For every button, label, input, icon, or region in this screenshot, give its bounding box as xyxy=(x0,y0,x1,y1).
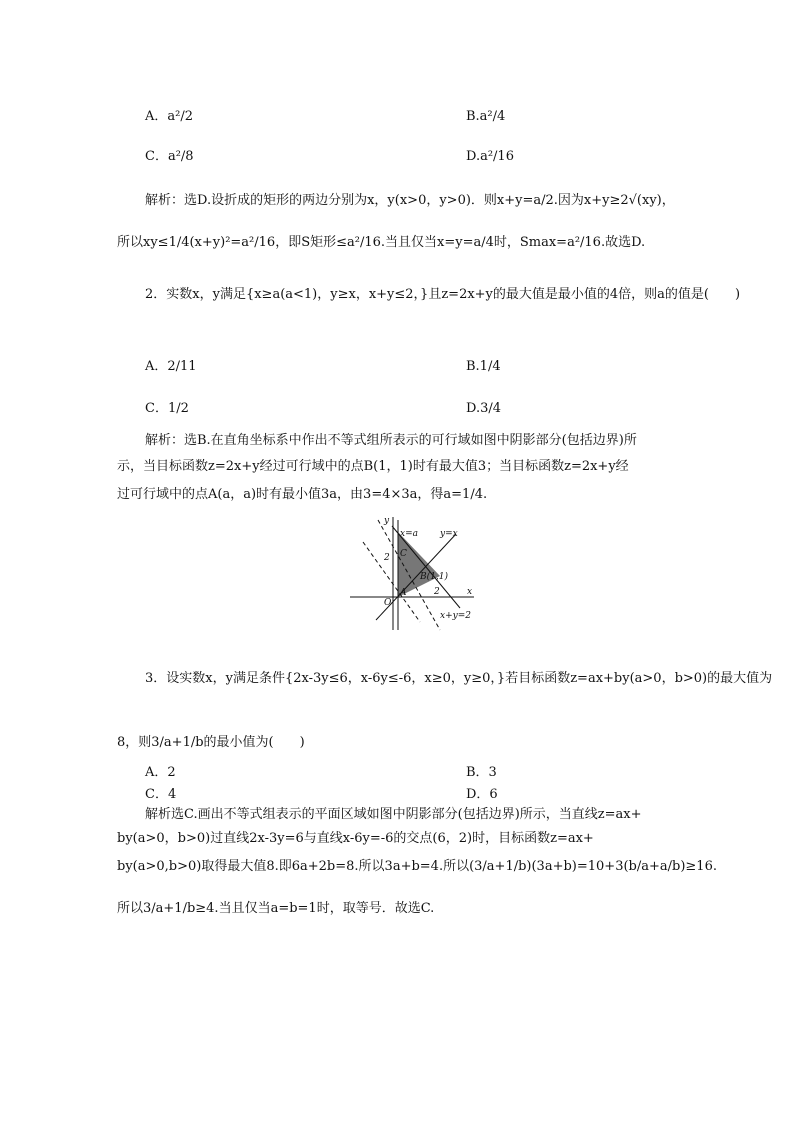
q3-solution-line-3: by(a>0,b>0)取得最大值8.即6a+2b=8.所以3a+b=4.所以(3/a+1/b)(3a+b)=10+3(b/a+a/b)≥16. xyxy=(117,859,717,874)
q3-solution-line-4: 所以3/a+1/b≥4.当且仅当a=b=1时，取等号．故选C. xyxy=(117,901,435,916)
q1-solution-line-2: 所以xy≤1/4(x+y)²=a²/16，即S矩形≤a²/16.当且仅当x=y=a/4时，Smax=a²/16.故选D. xyxy=(117,235,646,250)
q1-option-d: D.a²/16 xyxy=(466,149,514,164)
label-o: O xyxy=(384,598,392,608)
q2-solution-line-3: 过可行域中的点A(a，a)时有最小值3a，由3=4×3a，得a=1/4. xyxy=(117,487,488,502)
q2-option-b: B.1/4 xyxy=(466,359,501,374)
q3-solution-line-2: by(a>0，b>0)过直线2x-3y=6与直线x-6y=-6的交点(6，2)时，目标函数z=ax+ xyxy=(117,831,594,846)
label-a: A xyxy=(400,588,407,598)
label-y-eq-x: y=x xyxy=(440,529,458,539)
label-2-y: 2 xyxy=(384,553,390,563)
q1-option-b: B.a²/4 xyxy=(466,109,506,124)
feasible-region-figure xyxy=(348,512,480,634)
label-x-plus-y: x+y=2 xyxy=(440,611,471,621)
q2-solution-line-2: 示，当目标函数z=2x+y经过可行域中的点B(1，1)时有最大值3；当目标函数z=2x+y经 xyxy=(117,459,629,474)
q1-option-c: C．a²/8 xyxy=(145,149,194,164)
label-b: B(1,1) xyxy=(420,572,448,582)
label-y: y xyxy=(384,516,390,526)
q2-stem: 2．实数x，y满足{x≥a(a<1)，y≥x，x+y≤2，}且z=2x+y的最大值是最小值的4倍，则a的值是( ) xyxy=(145,287,741,302)
q2-solution-line-1: 解析：选B.在直角坐标系中作出不等式组所表示的可行域如图中阴影部分(包括边界)所 xyxy=(145,433,637,448)
q3-option-a: A．2 xyxy=(145,765,176,780)
q2-option-d: D.3/4 xyxy=(466,401,502,416)
q1-option-a: A．a²/2 xyxy=(145,109,194,124)
q1-solution-line-1: 解析：选D.设折成的矩形的两边分别为x，y(x>0，y>0)．则x+y=a/2.因为x+y≥2√(xy)， xyxy=(145,193,675,208)
q3-stem-line-2: 8，则3/a+1/b的最小值为( ) xyxy=(117,735,305,750)
q3-option-b: B．3 xyxy=(466,765,497,780)
label-c: C xyxy=(400,549,407,559)
q3-solution-line-1: 解析选C.画出不等式组表示的平面区域如图中阴影部分(包括边界)所示，当直线z=ax+ xyxy=(145,807,642,822)
label-2-x: 2 xyxy=(434,587,440,597)
label-x-eq-a: x=a xyxy=(400,529,418,539)
q3-stem-line-1: 3．设实数x，y满足条件{2x-3y≤6，x-6y≤-6，x≥0，y≥0，}若目标函数z=ax+by(a>0，b>0)的最大值为 xyxy=(145,671,773,686)
label-x: x xyxy=(467,587,473,597)
q2-option-a: A．2/11 xyxy=(145,359,197,374)
q3-option-c: C．4 xyxy=(145,787,177,802)
q2-option-c: C．1/2 xyxy=(145,401,189,416)
q3-option-d: D．6 xyxy=(466,787,498,802)
